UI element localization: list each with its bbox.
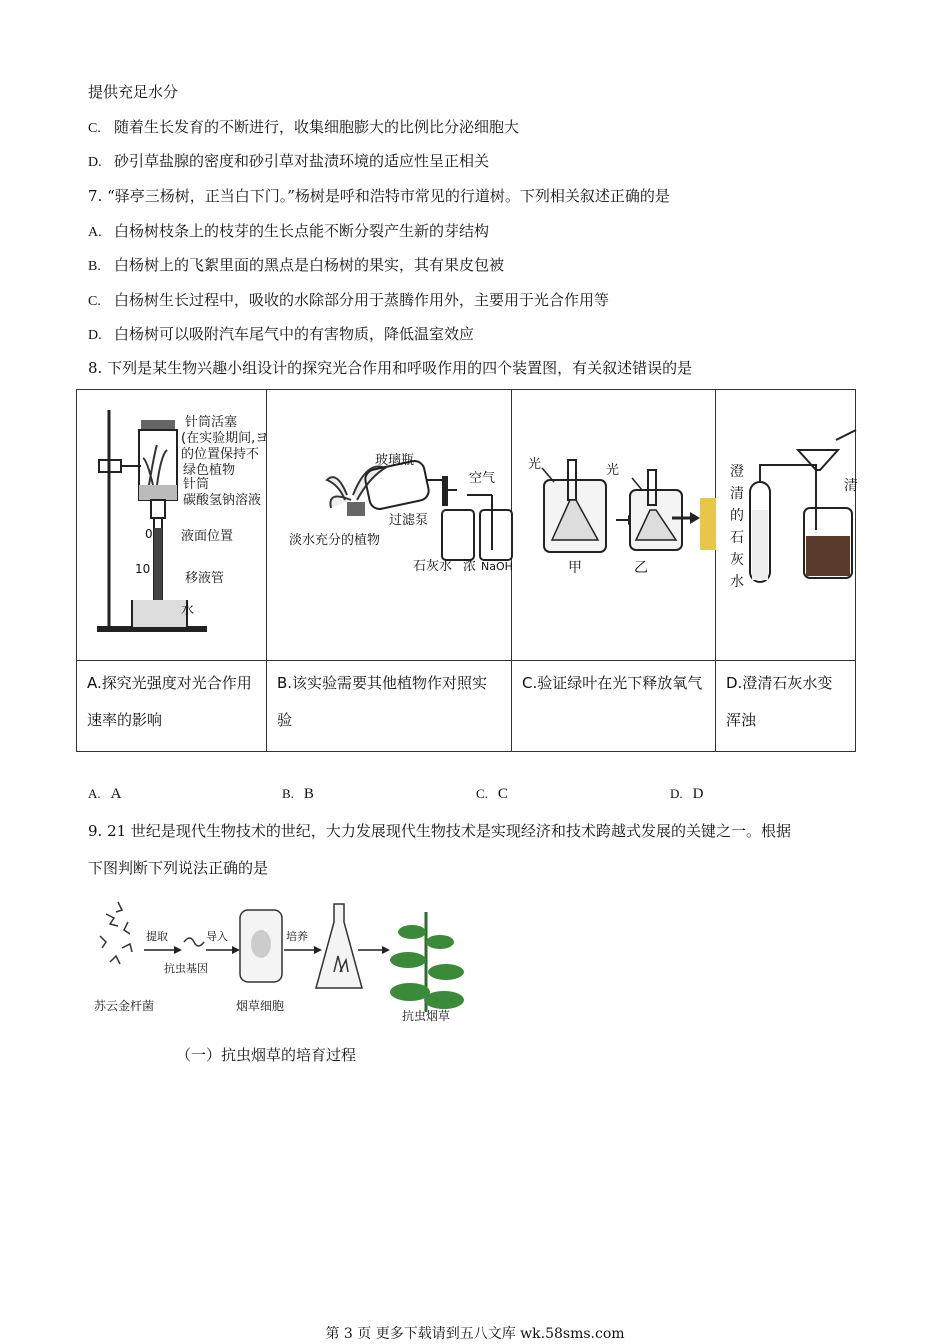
label-water: 水 [181,603,195,618]
q6-continuation: 提供充足水分 [88,83,179,101]
label-note-1: (在实验期间,ヨ [181,431,269,446]
label-jia: 甲 [568,560,582,576]
label-shi: 石 [730,530,744,546]
caption-b: B.该实验需要其他植物作对照实验 [267,661,512,752]
label-tobacco-cell: 烟草细胞 [236,999,285,1013]
q8-figure-table [76,389,856,752]
figure-cell-b [267,390,512,661]
label-green-plant: 绿色植物 [183,463,236,478]
gene-icon [184,938,204,946]
label-note-2: 的位置保持不 [181,447,260,462]
option-letter: C. [88,294,101,309]
option-text: 白杨树可以吸附汽车尾气中的有害物质，降低温室效应 [114,325,475,343]
option-letter: B. [88,259,101,274]
label-de: 的 [730,508,744,524]
q7-option-a [88,221,489,243]
label-extract: 提取 [146,930,168,943]
answer-letter: A. [88,786,101,801]
option-letter: D. [88,328,102,343]
caption-a: A.探究光强度对光合作用速率的影响 [77,661,267,752]
q8-stem: 8. 下列是某生物兴趣小组设计的探究光合作用和呼吸作用的四个装置图，有关叙述错误的是 [88,359,693,377]
label-hui: 灰 [730,552,744,568]
label-light-1: 光 [528,457,542,472]
label-barrel: 针筒 [183,477,210,492]
label-limewater: 石灰水 [413,559,453,574]
figure-cell-a [77,390,267,661]
label-pipette: 移液管 [185,571,225,586]
q6-option-d [88,151,489,173]
label-liquid-level: 液面位置 [181,529,234,544]
label-qing-right: 清 [844,478,858,494]
label-naoh: NaOH [481,560,513,573]
label-shui: 水 [730,574,744,590]
scale-label-10: 10 [135,562,151,576]
answer-letter: D. [670,786,683,801]
option-letter: A. [88,225,102,240]
bacteria-icon [100,902,132,964]
q7-stem: 7. “驿亭三杨树，正当白下门。”杨树是呼和浩特市常见的行道树。下列相关叙述正确的是 [88,187,670,205]
option-text: 白杨树枝条上的枝芽的生长点能不断分裂产生新的芽结构 [114,222,490,240]
option-text: 砂引草盐腺的密度和砂引草对盐渍环境的适应性呈正相关 [114,152,490,170]
q7-option-d [88,324,474,346]
label-concentrated: 浓 [463,559,477,574]
q9-stem-line2: 下图判断下列说法正确的是 [88,859,269,877]
page-footer: 第 3 页 更多下载请到五八文库 wk.58sms.com [325,1326,625,1342]
label-plunger: 针筒活塞 [185,415,238,430]
figure-cell-d [716,390,856,661]
answer-choice-a [88,786,121,803]
label-bacillus: 苏云金杆菌 [94,999,155,1013]
label-bicarbonate: 碳酸氢钠溶液 [183,493,262,508]
syringe-apparatus-diagram [77,390,267,660]
label-light-2: 光 [606,463,620,478]
figure-cell-c [512,390,716,661]
answer-choice-c [476,786,508,803]
option-text: 白杨树上的飞絮里面的黑点是白杨树的果实，其有果皮包被 [114,256,505,274]
option-letter: C. [88,121,101,136]
label-resistance-gene: 抗虫基因 [164,962,208,975]
option-text: 白杨树生长过程中，吸收的水除部分用于蒸腾作用外，主要用于光合作用等 [114,291,610,309]
limewater-flask-diagram [716,390,856,660]
answer-choice-d [670,786,703,803]
figure-caption: （一）抗虫烟草的培育过程 [176,1046,357,1064]
label-filter-pump: 过滤泵 [389,513,429,528]
scale-label-0: 0 [145,527,153,541]
q7-option-c [88,290,609,312]
label-import: 导入 [206,930,228,943]
label-plant: 淡水充分的植物 [289,533,381,548]
answer-choice-b [282,786,314,803]
label-yi: 乙 [634,560,648,576]
q9-stem-line1: 9. 21 世纪是现代生物技术的世纪，大力发展现代生物技术是实现经济和技术跨越式发展的关键之一。根据 [88,822,791,840]
caption-d: D.澄清石灰水变浑浊 [716,661,856,752]
flask-icon [316,904,362,988]
q6-option-c [88,117,519,139]
answer-text: D [692,786,704,802]
option-text: 随着生长发育的不断进行，收集细胞膨大的比例比分泌细胞大 [114,118,520,136]
q7-option-b [88,255,504,277]
answer-letter: B. [282,786,294,801]
caption-c: C.验证绿叶在光下释放氧气 [512,661,716,752]
label-cheng: 澄 [730,464,744,480]
label-resistant-tobacco: 抗虫烟草 [402,1009,451,1023]
label-culture: 培养 [286,930,308,943]
label-air: 空气 [469,471,496,486]
label-glass-bottle: 玻璃瓶 [375,453,415,468]
beaker-funnel-diagram [512,390,716,660]
answer-text: C [497,786,508,802]
answer-text: A [110,786,122,802]
tobacco-plant-icon [390,912,464,1012]
answer-text: B [303,786,314,802]
insect-resistant-tobacco-diagram [88,892,508,1072]
glass-bottle-apparatus-diagram [267,390,512,660]
answer-letter: C. [476,786,488,801]
option-letter: D. [88,155,102,170]
label-qing: 清 [730,486,744,502]
